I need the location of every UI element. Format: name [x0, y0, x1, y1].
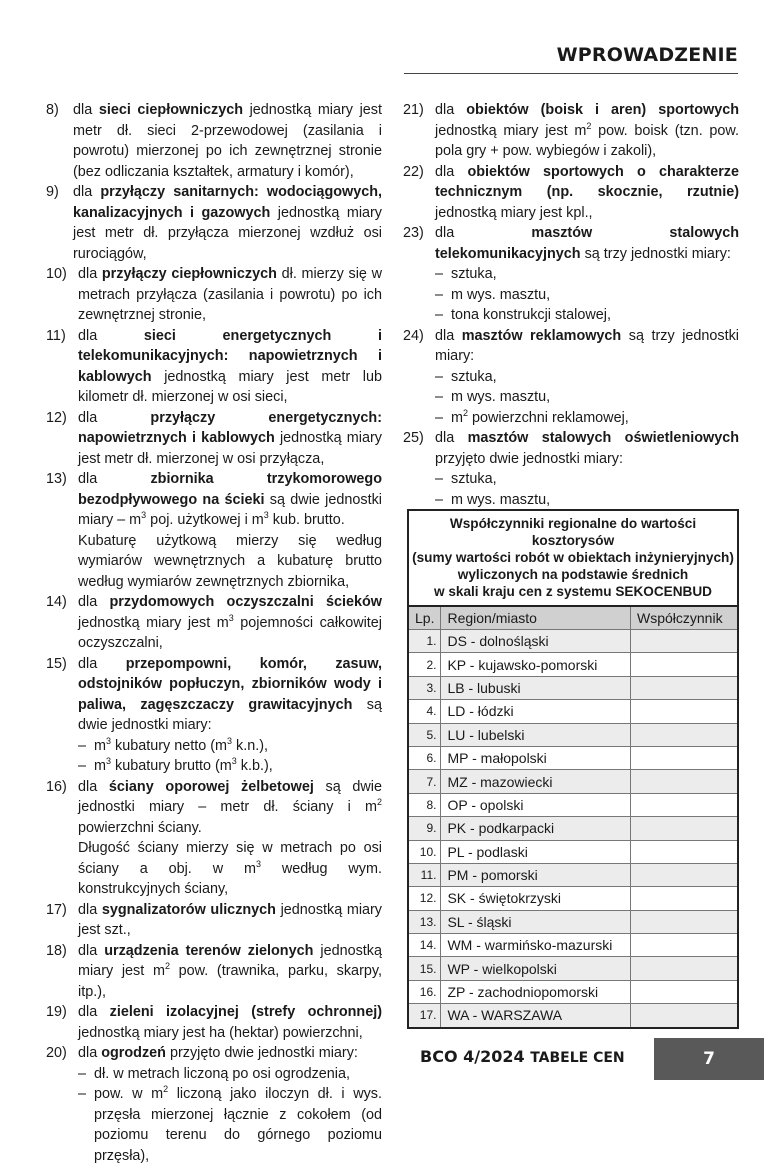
- text-run: dla: [78, 266, 102, 282]
- text-run: jednostką miary jest kpl.,: [435, 204, 593, 221]
- list-item-number: 13): [46, 471, 67, 487]
- text-run: powierzchni ściany.: [78, 819, 202, 836]
- cell-region: MZ - mazowiecki: [441, 770, 631, 793]
- list-item: [46, 1002, 382, 1043]
- sub-list-item: [78, 1084, 382, 1166]
- text-run: tona konstrukcji stalowej,: [451, 307, 611, 323]
- list-item-number: 24): [403, 327, 424, 344]
- cell-region: MP - małopolski: [441, 746, 631, 769]
- text-run: jednostką miary jest metr dł. sieci 2-przewodowej (zasilania i powrotu) mierzonej po ich zewnętrznej stronie (bez odliczania kształtek, armatury i komór),: [73, 102, 382, 180]
- table-row: [408, 957, 738, 980]
- cell-coefficient: [631, 1004, 739, 1028]
- dash-bullet: –: [78, 1086, 87, 1102]
- text-run: dla: [435, 163, 468, 180]
- text-run: dla: [78, 594, 110, 610]
- text-run: dla: [78, 901, 102, 918]
- text-run: jednostką miary jest metr dł. mierzonej w osi przyłącza,: [78, 430, 382, 467]
- cell-lp: 12.: [408, 887, 441, 910]
- text-run: sztuka,: [451, 368, 497, 385]
- cell-lp: 8.: [408, 793, 441, 816]
- cell-region: WA - WARSZAWA: [441, 1004, 631, 1028]
- list-item-text: [78, 777, 382, 839]
- text-run: m: [94, 737, 106, 754]
- table-row: [408, 1004, 738, 1028]
- text-run: są trzy jednostki miary:: [435, 327, 739, 364]
- list-item-text: [78, 469, 382, 531]
- cell-lp: 11.: [408, 863, 441, 886]
- table-row: [408, 700, 738, 723]
- cell-coefficient: [631, 676, 739, 699]
- text-run: jednostką miary jest m: [78, 614, 229, 631]
- cell-region: LU - lubelski: [441, 723, 631, 746]
- cell-region: LD - łódzki: [441, 700, 631, 723]
- text-run: jednostką miary jest m: [435, 122, 587, 139]
- cell-coefficient: [631, 887, 739, 910]
- table-row: [408, 980, 738, 1003]
- list-item: [46, 941, 382, 1003]
- text-run: pow. boisk (tzn. pow. pola gry + pow. wybiegów i zakoli),: [435, 122, 740, 159]
- cell-region: SL - śląski: [441, 910, 631, 933]
- list-item: [403, 100, 739, 162]
- list-item-text: [78, 654, 382, 736]
- regional-coefficients-table: [407, 509, 739, 1029]
- bold-term: masztów reklamowych: [461, 327, 622, 344]
- text-run: dł. mierzy się w metrach przyłącza (zasilania i powrotu) po ich zewnętrznej stronie,: [78, 266, 383, 323]
- list-item: [46, 408, 382, 470]
- cell-coefficient: [631, 793, 739, 816]
- cell-lp: 10.: [408, 840, 441, 863]
- table-row: [408, 887, 738, 910]
- text-run: sztuka,: [451, 266, 497, 282]
- text-run: Długość ściany mierzy się w metrach po osi ściany a obj. w m: [78, 840, 382, 877]
- superscript: 2: [586, 120, 592, 131]
- list-item: [46, 592, 382, 654]
- superscript: 2: [376, 797, 382, 807]
- table-caption-line: wyliczonych na podstawie średnich: [457, 567, 689, 582]
- list-item-number: 23): [403, 225, 424, 241]
- text-run: jednostką miary jest ha (hektar) powierzchni,: [78, 1024, 363, 1041]
- list-item-text: [73, 182, 382, 264]
- list-item: [46, 900, 382, 941]
- cell-lp: 13.: [408, 910, 441, 933]
- text-run: według wym. konstrukcyjnych ściany,: [78, 860, 382, 897]
- table-row: [408, 770, 738, 793]
- cell-coefficient: [631, 770, 739, 793]
- bold-term: obiektów sportowych o charakterze technicznym (np. skocznie, rzutnie): [435, 163, 740, 200]
- dash-bullet: –: [435, 389, 444, 405]
- table-row: [408, 840, 738, 863]
- text-run: dla: [78, 655, 126, 672]
- list-item-number: 16): [46, 778, 67, 795]
- superscript: 3: [106, 735, 112, 746]
- page-number: 7: [703, 1049, 715, 1069]
- bold-term: sieci ciepłowniczych: [98, 102, 243, 118]
- list-item-note: [78, 838, 382, 900]
- text-run: kubatury brutto (m: [111, 758, 232, 774]
- list-item: [403, 326, 739, 429]
- cell-lp: 7.: [408, 770, 441, 793]
- sub-list-item: [435, 367, 739, 388]
- list-item-text: [78, 1043, 382, 1064]
- text-run: dla: [435, 430, 468, 446]
- text-run: k.b.),: [236, 758, 273, 774]
- table-row: [408, 630, 738, 653]
- list-item-number: 8): [46, 102, 59, 118]
- bold-term: przyłączy sanitarnych: wodociągowych, kanalizacyjnych i gazowych: [73, 184, 383, 221]
- superscript: 2: [463, 407, 469, 418]
- text-run: kubatury netto (m: [111, 737, 227, 754]
- cell-lp: 3.: [408, 676, 441, 699]
- table-row: [408, 910, 738, 933]
- bold-term: urządzenia terenów zielonych: [104, 942, 314, 959]
- list-item-number: 22): [403, 163, 424, 180]
- bold-term: sygnalizatorów ulicznych: [101, 901, 276, 918]
- cell-coefficient: [631, 700, 739, 723]
- text-run: jednostką miary jest metr lub kilometr dł. mierzonej w osi sieci,: [78, 368, 382, 405]
- table-caption-line: w skali kraju cen z systemu SEKOCENBUD: [433, 584, 712, 599]
- cell-region: WM - warmińsko-mazurski: [441, 934, 631, 957]
- text-run: dla: [78, 942, 105, 959]
- sub-list-item: [435, 408, 739, 429]
- cell-coefficient: [631, 863, 739, 886]
- bold-term: ściany oporowej żelbetowej: [108, 778, 314, 795]
- bold-term: zieleni izolacyjnej (strefy ochronnej): [109, 1004, 382, 1020]
- cell-coefficient: [631, 934, 739, 957]
- list-item-number: 11): [46, 327, 66, 344]
- text-run: dla: [78, 409, 151, 426]
- cell-lp: 6.: [408, 746, 441, 769]
- footer-issue: [420, 1047, 625, 1066]
- cell-lp: 16.: [408, 980, 441, 1003]
- cell-coefficient: [631, 840, 739, 863]
- list-item-number: 21): [403, 102, 424, 118]
- list-item: [46, 777, 382, 900]
- text-run: przyjęto dwie jednostki miary:: [165, 1045, 358, 1061]
- text-run: m wys. masztu,: [451, 491, 551, 508]
- bold-term: sieci energetycznych i telekomunikacyjnych: napowietrznych i kablowych: [78, 327, 382, 385]
- cell-lp: 5.: [408, 723, 441, 746]
- cell-region: LB - lubuski: [441, 676, 631, 699]
- text-run: dla: [78, 1004, 110, 1020]
- list-item: [46, 182, 382, 264]
- list-item: [403, 162, 739, 224]
- list-item-text: [435, 162, 739, 224]
- superscript: 3: [255, 858, 261, 869]
- header-lp: Lp.: [408, 606, 441, 630]
- list-item-number: 19): [46, 1004, 67, 1020]
- cell-coefficient: [631, 630, 739, 653]
- sub-list-item: [78, 756, 382, 777]
- bold-term: przydomowych oczyszczalni ścieków: [109, 594, 383, 610]
- cell-lp: 17.: [408, 1004, 441, 1028]
- list-item: [46, 100, 382, 182]
- text-run: jednostką miary jest metr dł. przyłącza mierzonej wzdłuż osi rurociągów,: [73, 204, 383, 262]
- bold-term: przyłączy ciepłowniczych: [101, 266, 277, 282]
- table-row: [408, 817, 738, 840]
- dash-bullet: –: [435, 368, 444, 385]
- text-run: pow. (trawnika, parku, skarpy, itp.),: [78, 963, 382, 1000]
- text-run: pow. w m: [94, 1086, 164, 1102]
- list-item-note: [78, 531, 382, 593]
- text-run: dł. w metrach liczoną po osi ogrodzenia,: [94, 1065, 350, 1082]
- cell-coefficient: [631, 817, 739, 840]
- superscript: 3: [231, 756, 237, 766]
- text-run: m wys. masztu,: [451, 389, 551, 405]
- table-header-row: [408, 606, 738, 630]
- list-item-text: [78, 941, 382, 1003]
- table-caption-line: (sumy wartości robót w obiektach inżynieryjnych): [412, 550, 734, 565]
- text-run: sztuka,: [451, 471, 497, 487]
- header-coefficient: Współczynnik: [631, 606, 739, 630]
- text-run: przyjęto dwie jednostki miary:: [435, 450, 623, 467]
- cell-lp: 2.: [408, 653, 441, 676]
- cell-coefficient: [631, 910, 739, 933]
- cell-region: WP - wielkopolski: [441, 957, 631, 980]
- text-run: są dwie jednostki miary – m: [78, 491, 382, 528]
- cell-lp: 15.: [408, 957, 441, 980]
- dash-bullet: –: [435, 491, 444, 508]
- text-run: dla: [78, 1045, 102, 1061]
- sub-list-item: [435, 305, 739, 326]
- list-item-number: 12): [46, 409, 67, 426]
- text-run: dla: [78, 327, 144, 344]
- dash-bullet: –: [435, 409, 444, 426]
- text-run: liczoną jako iloczyn dł. i wys. przęsła mierzonej łącznie z cokołem (od poziomu terenu do górnego poziomu przęsła),: [94, 1086, 382, 1164]
- sub-list-item: [435, 264, 739, 285]
- list-item-number: 25): [403, 430, 424, 446]
- text-run: dla: [435, 102, 467, 118]
- text-run: dla: [73, 102, 99, 118]
- list-item: [403, 428, 739, 510]
- list-item-text: [78, 1002, 382, 1043]
- superscript: 2: [163, 1084, 169, 1094]
- cell-region: SK - świętokrzyski: [441, 887, 631, 910]
- table-row: [408, 934, 738, 957]
- sub-list-item: [435, 490, 739, 511]
- superscript: 3: [228, 612, 234, 623]
- cell-region: DS - dolnośląski: [441, 630, 631, 653]
- list-item-text: [78, 326, 382, 408]
- sub-list-item: [435, 469, 739, 490]
- list-item-number: 15): [46, 655, 67, 672]
- list-item: [46, 264, 382, 326]
- cell-coefficient: [631, 957, 739, 980]
- right-column: [403, 100, 739, 510]
- list-item-text: [435, 326, 739, 367]
- dash-bullet: –: [435, 307, 444, 323]
- superscript: 3: [227, 735, 233, 746]
- sub-list-item: [78, 1064, 382, 1085]
- bold-term: ogrodzeń: [101, 1045, 166, 1061]
- dash-bullet: –: [435, 286, 444, 303]
- list-item-text: [78, 592, 382, 654]
- footer-section: TABELE CEN: [530, 1050, 625, 1066]
- cell-lp: 9.: [408, 817, 441, 840]
- text-run: jednostką miary jest szt.,: [78, 901, 383, 938]
- list-item: [46, 654, 382, 777]
- list-item-text: [435, 100, 739, 162]
- text-run: dla: [435, 225, 532, 241]
- bold-term: masztów stalowych telekomunikacyjnych: [435, 225, 739, 262]
- list-item-text: [78, 408, 382, 470]
- bold-term: zbiornika trzykomorowego bezodpływowego na ścieki: [78, 471, 383, 508]
- dash-bullet: –: [435, 471, 444, 487]
- page-section-title: WPROWADZENIE: [556, 44, 738, 66]
- left-column: [46, 100, 382, 1166]
- dash-bullet: –: [435, 266, 444, 282]
- text-run: są dwie jednostki miary – metr dł. ściany i m: [78, 778, 383, 815]
- header-region: Region/miasto: [441, 606, 631, 630]
- cell-coefficient: [631, 746, 739, 769]
- table-row: [408, 676, 738, 699]
- text-run: poj. użytkowej i m: [146, 512, 264, 528]
- text-run: dla: [73, 184, 101, 200]
- list-item-number: 9): [46, 184, 59, 200]
- cell-lp: 1.: [408, 630, 441, 653]
- text-run: są dwie jednostki miary:: [78, 696, 382, 733]
- sub-list-item: [78, 736, 382, 757]
- list-item-number: 20): [46, 1045, 67, 1061]
- text-run: m: [94, 758, 106, 774]
- superscript: 3: [263, 510, 269, 520]
- cell-region: PL - podlaski: [441, 840, 631, 863]
- text-run: pojemności całkowitej oczyszczalni,: [78, 614, 382, 651]
- sub-list-item: [435, 387, 739, 408]
- text-run: k.n.),: [232, 737, 268, 754]
- list-item: [46, 326, 382, 408]
- text-run: dla: [78, 471, 151, 487]
- list-item-text: [435, 223, 739, 264]
- list-item-number: 14): [46, 594, 67, 610]
- list-item-text: [78, 900, 382, 941]
- text-run: m: [451, 409, 463, 426]
- list-item-number: 17): [46, 901, 67, 918]
- table-caption-line: Współczynniki regionalne do wartości kosztorysów: [449, 516, 697, 548]
- bold-term: obiektów (boisk i aren) sportowych: [466, 102, 739, 118]
- bold-term: przepompowni, komór, zasuw, odstojników popłuczyn, zbiorników wody i paliwa, zagęszczaczy grawitacyjnych: [78, 655, 383, 713]
- superscript: 3: [106, 756, 112, 766]
- text-run: m wys. masztu,: [451, 286, 551, 303]
- cell-coefficient: [631, 980, 739, 1003]
- list-item-number: 10): [46, 266, 67, 282]
- bold-term: masztów stalowych oświetleniowych: [467, 430, 740, 446]
- text-run: Kubaturę użytkową mierzy się według wymiarów wewnętrznych a kubaturę brutto według wymiarów zewnętrznych zbiornika,: [78, 532, 382, 590]
- cell-region: PM - pomorski: [441, 863, 631, 886]
- cell-coefficient: [631, 723, 739, 746]
- cell-region: PK - podkarpacki: [441, 817, 631, 840]
- text-run: jednostką miary jest m: [78, 942, 382, 979]
- superscript: 3: [141, 510, 147, 520]
- list-item: [46, 1043, 382, 1166]
- dash-bullet: –: [78, 737, 87, 754]
- header-divider: [404, 73, 738, 74]
- superscript: 2: [164, 961, 170, 971]
- text-run: dla: [78, 778, 109, 795]
- text-run: dla: [435, 327, 462, 344]
- table-caption: [407, 509, 739, 605]
- list-item-text: [78, 264, 382, 326]
- text-run: są trzy jednostki miary:: [580, 245, 731, 262]
- cell-coefficient: [631, 653, 739, 676]
- dash-bullet: –: [78, 758, 87, 774]
- list-item-text: [73, 100, 382, 182]
- table-row: [408, 723, 738, 746]
- footer-issue-number: BCO 4/2024: [420, 1047, 525, 1066]
- table-row: [408, 863, 738, 886]
- table-row: [408, 746, 738, 769]
- cell-region: KP - kujawsko-pomorski: [441, 653, 631, 676]
- table-row: [408, 793, 738, 816]
- cell-lp: 14.: [408, 934, 441, 957]
- cell-region: OP - opolski: [441, 793, 631, 816]
- list-item-text: [435, 428, 739, 469]
- text-run: kub. brutto.: [268, 512, 345, 528]
- cell-region: ZP - zachodniopomorski: [441, 980, 631, 1003]
- list-item: [46, 469, 382, 592]
- page-number-box: [654, 1038, 764, 1080]
- sub-list-item: [435, 285, 739, 306]
- list-item-number: 18): [46, 942, 67, 959]
- cell-lp: 4.: [408, 700, 441, 723]
- bold-term: przyłączy energetycznych: napowietrznych i kablowych: [78, 409, 382, 446]
- dash-bullet: –: [78, 1065, 87, 1082]
- list-item: [403, 223, 739, 326]
- table-row: [408, 653, 738, 676]
- text-run: powierzchni reklamowej,: [468, 409, 629, 426]
